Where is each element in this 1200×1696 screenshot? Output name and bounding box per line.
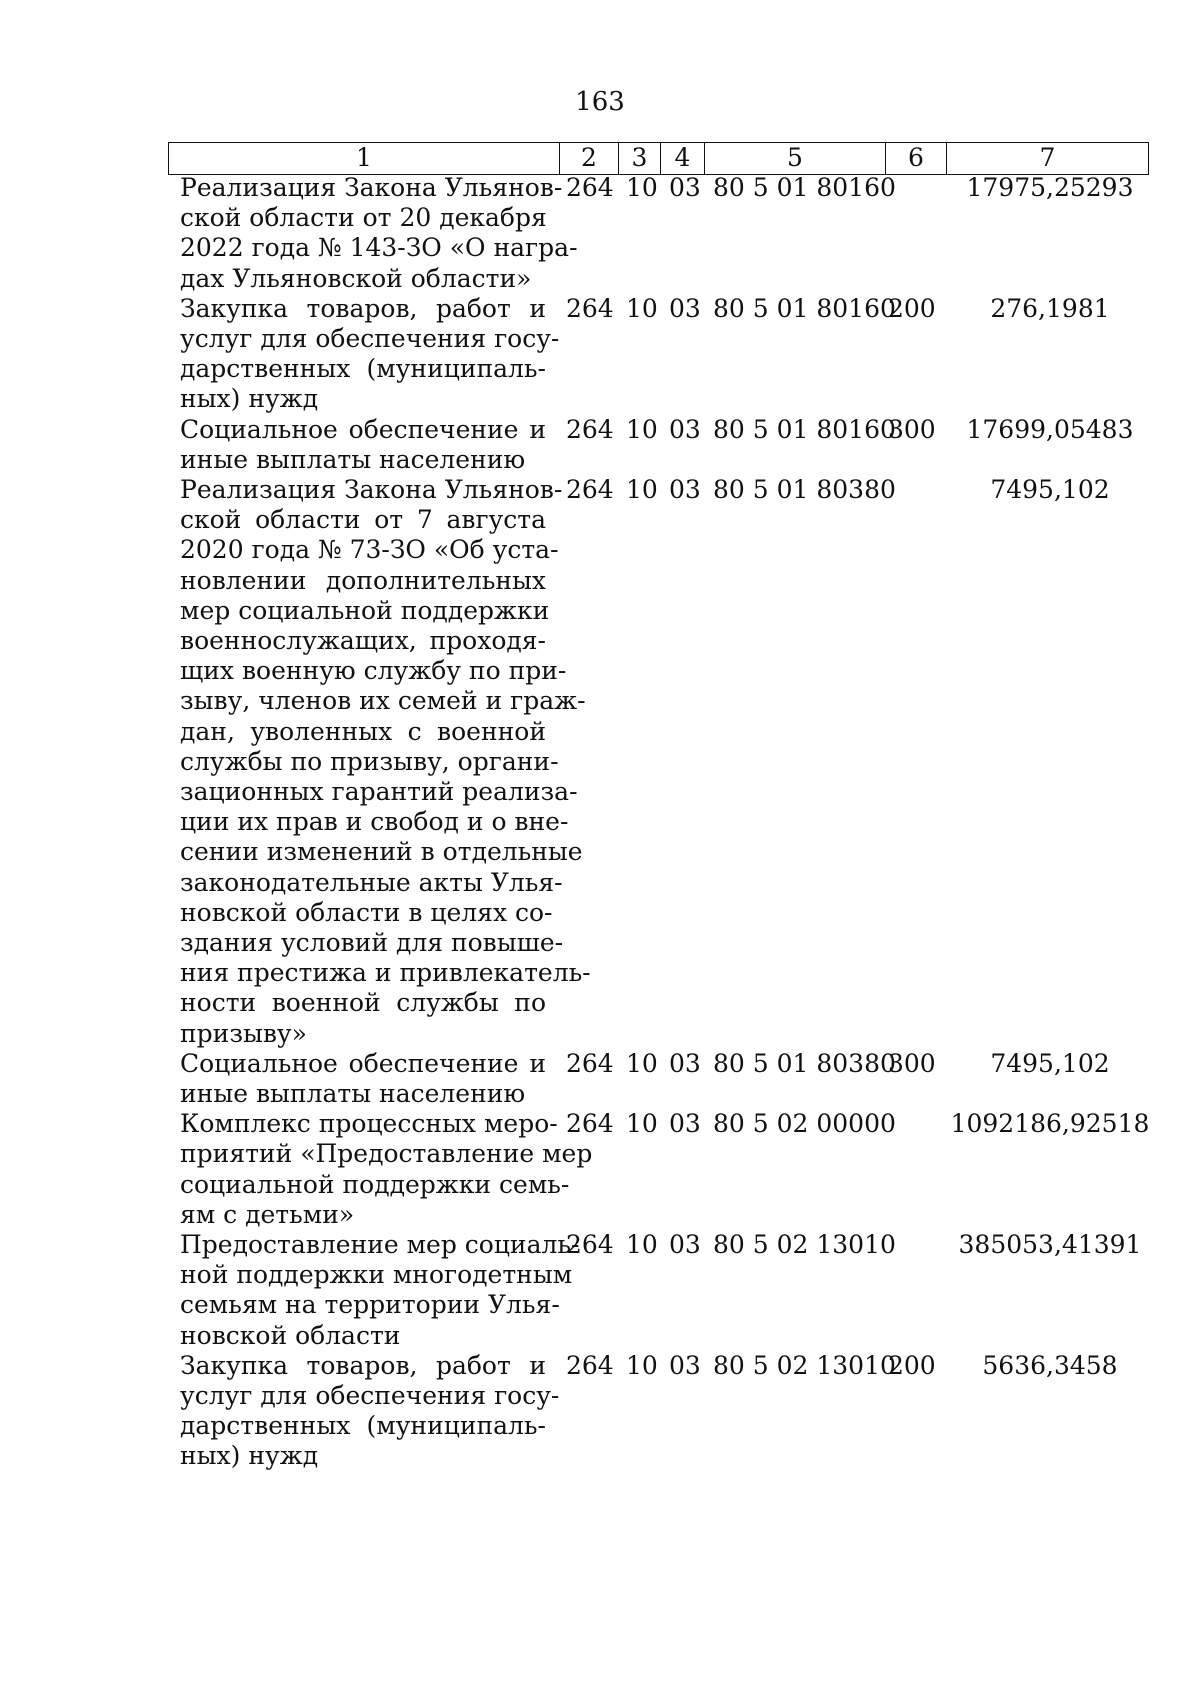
description-line: Социальное обеспечение и — [180, 414, 546, 444]
cell-col-3: 10 — [626, 1230, 658, 1259]
description-line: иные выплаты населению — [180, 1079, 526, 1108]
description-line: услуг для обеспечения госу- — [180, 1381, 560, 1410]
cell-col-2: 264 — [566, 173, 614, 202]
cell-col-2: 264 — [566, 414, 614, 444]
cell-col-7: 5636,3458 — [982, 1350, 1118, 1380]
cell-col-4: 03 — [669, 1230, 701, 1259]
description-line: зыву, членов их семей и граж- — [180, 686, 586, 716]
description-line: здания условий для повыше- — [180, 928, 564, 958]
description-line: сении изменений в отдельные — [180, 837, 583, 867]
row-description — [180, 293, 560, 415]
cell-col-4: 03 — [669, 1350, 701, 1380]
cell-col-4: 03 — [669, 293, 701, 323]
cell-col-3: 10 — [626, 1048, 658, 1078]
header-col-3: 3 — [619, 143, 661, 174]
cell-col-3: 10 — [626, 475, 658, 504]
description-line: семьям на территории Улья- — [180, 1290, 560, 1320]
description-line: дарственных (муниципаль- — [180, 354, 546, 384]
description-line: мер социальной поддержки — [180, 595, 550, 625]
description-line: социальной поддержки семь- — [180, 1169, 570, 1199]
description-line: ния престижа и привлекатель- — [180, 958, 591, 988]
cell-col-3: 10 — [626, 293, 658, 323]
description-line: услуг для обеспечения госу- — [180, 324, 560, 353]
description-line: ности военной службы по — [180, 988, 546, 1018]
row-description — [180, 415, 546, 475]
cell-col-5: 80 5 01 80380 — [713, 475, 896, 504]
cell-col-2: 264 — [566, 475, 614, 504]
cell-col-4: 03 — [669, 173, 701, 202]
row-description — [180, 1230, 580, 1351]
cell-col-4: 03 — [669, 414, 701, 444]
description-line: ской области от 20 декабря — [180, 203, 547, 233]
description-line: новской области в целях со- — [180, 897, 553, 927]
description-line: призыву» — [180, 1018, 307, 1048]
description-line: Реализация Закона Ульянов- — [180, 173, 563, 202]
description-line: новской области — [180, 1320, 401, 1350]
description-line: ции их прав и свобод и о вне- — [180, 807, 569, 837]
description-line: зационных гарантий реализа- — [180, 777, 578, 807]
description-line: ской области от 7 августа — [180, 505, 546, 535]
cell-col-7: 7495,102 — [990, 1048, 1110, 1078]
cell-col-7: 7495,102 — [990, 475, 1110, 504]
cell-col-5: 80 5 02 00000 — [713, 1109, 896, 1139]
cell-col-5: 80 5 01 80380 — [713, 1048, 896, 1078]
description-line: Социальное обеспечение и — [180, 1048, 546, 1078]
description-line: Комплекс процессных меро- — [180, 1109, 558, 1139]
cell-col-2: 264 — [566, 1230, 614, 1259]
cell-col-6: 300 — [888, 414, 936, 444]
cell-col-3: 10 — [626, 173, 658, 202]
header-col-6: 6 — [886, 143, 947, 174]
header-col-2: 2 — [560, 143, 619, 174]
description-line: ям с детьми» — [180, 1199, 355, 1229]
description-line: щих военную службу по при- — [180, 656, 567, 686]
table-header — [168, 142, 1149, 175]
cell-col-7: 17699,05483 — [966, 414, 1134, 444]
description-line: службы по призыву, органи- — [180, 746, 559, 776]
cell-col-5: 80 5 01 80160 — [713, 173, 896, 202]
description-line: дарственных (муниципаль- — [180, 1411, 546, 1441]
description-line: ных) нужд — [180, 384, 319, 414]
cell-col-2: 264 — [566, 293, 614, 323]
cell-col-4: 03 — [669, 1048, 701, 1078]
cell-col-7: 17975,25293 — [966, 173, 1134, 202]
description-line: дан, уволенных с военной — [180, 716, 546, 746]
description-line: приятий «Предоставление мер — [180, 1139, 593, 1169]
description-line: 2022 года № 143-ЗО «О награ- — [180, 233, 578, 263]
description-line: новлении дополнительных — [180, 565, 546, 595]
description-line: Реализация Закона Ульянов- — [180, 475, 563, 504]
description-line: ной поддержки многодетным — [180, 1260, 573, 1290]
cell-col-4: 03 — [669, 1109, 701, 1139]
cell-col-5: 80 5 02 13010 — [713, 1350, 896, 1380]
header-col-1: 1 — [169, 143, 560, 174]
row-description — [180, 173, 578, 294]
cell-col-7: 385053,41391 — [958, 1230, 1142, 1259]
description-line: 2020 года № 73-ЗО «Об уста- — [180, 535, 559, 565]
cell-col-6: 200 — [888, 293, 936, 323]
cell-col-6: 300 — [888, 1048, 936, 1078]
cell-col-3: 10 — [626, 1350, 658, 1380]
cell-col-5: 80 5 01 80160 — [713, 414, 896, 444]
cell-col-5: 80 5 02 13010 — [713, 1230, 896, 1259]
description-line: Закупка товаров, работ и — [180, 293, 546, 323]
header-col-7: 7 — [1039, 143, 1056, 172]
cell-col-3: 10 — [626, 414, 658, 444]
header-col-4: 4 — [661, 143, 705, 174]
description-line: иные выплаты населению — [180, 444, 526, 474]
cell-col-2: 264 — [566, 1350, 614, 1380]
cell-col-3: 10 — [626, 1109, 658, 1139]
description-line: Закупка товаров, работ и — [180, 1350, 546, 1380]
description-line: Предоставление мер социаль- — [180, 1230, 580, 1259]
description-line: законодательные акты Улья- — [180, 867, 563, 897]
cell-col-2: 264 — [566, 1109, 614, 1139]
description-line: дах Ульяновской области» — [180, 263, 532, 293]
cell-col-7: 1092186,92518 — [950, 1109, 1150, 1139]
page-number: 163 — [575, 87, 625, 117]
row-description — [180, 1350, 560, 1472]
cell-col-7: 276,1981 — [990, 293, 1110, 323]
cell-col-4: 03 — [669, 475, 701, 504]
description-line: ных) нужд — [180, 1441, 319, 1471]
cell-col-2: 264 — [566, 1048, 614, 1078]
header-col-5: 5 — [705, 143, 886, 174]
description-line: военнослужащих, проходя- — [180, 626, 546, 656]
row-description — [180, 1049, 546, 1109]
cell-col-6: 200 — [888, 1350, 936, 1380]
cell-col-5: 80 5 01 80160 — [713, 293, 896, 323]
